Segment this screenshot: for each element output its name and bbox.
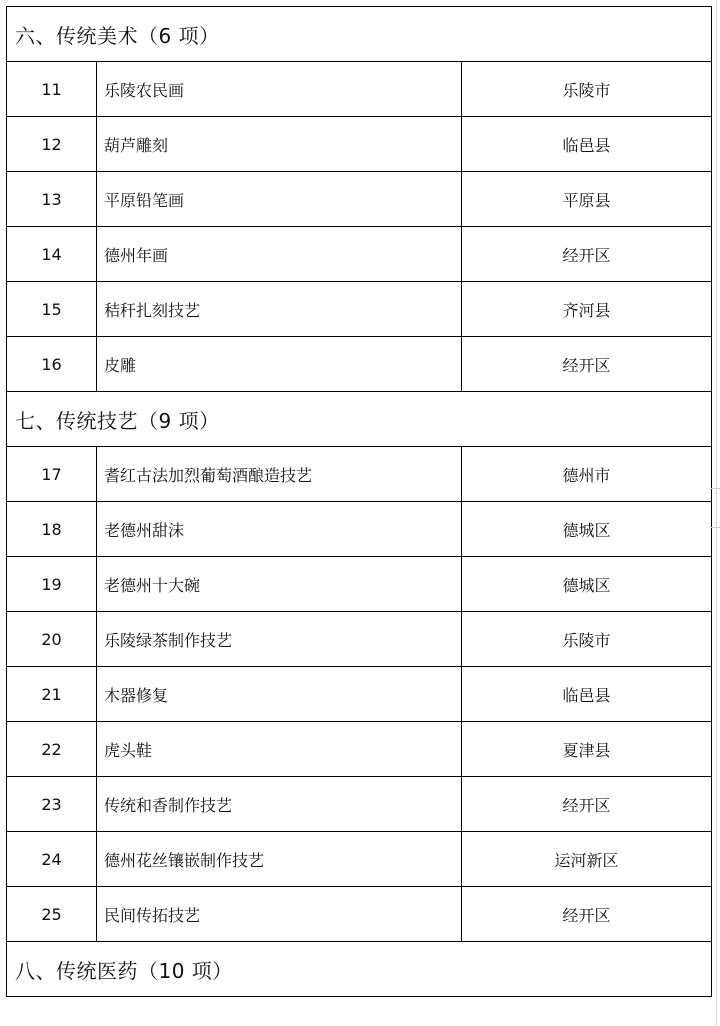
item-name-cell: 平原铅笔画 (97, 172, 462, 227)
section-heading: 七、传统技艺（9 项） (7, 392, 712, 447)
item-region-cell: 德城区 (462, 502, 712, 557)
section-heading-row (7, 7, 712, 62)
item-name-cell: 老德州十大碗 (97, 557, 462, 612)
item-name-cell: 葫芦雕刻 (97, 117, 462, 172)
item-region-cell: 乐陵市 (462, 62, 712, 117)
item-region-cell: 乐陵市 (462, 612, 712, 667)
table-body (7, 7, 712, 997)
item-number-cell: 15 (7, 282, 97, 337)
table-row (7, 777, 712, 832)
item-region-cell: 经开区 (462, 227, 712, 282)
table-row (7, 612, 712, 667)
item-number-cell: 17 (7, 447, 97, 502)
item-number-cell: 19 (7, 557, 97, 612)
item-number-cell: 16 (7, 337, 97, 392)
item-region-cell: 德州市 (462, 447, 712, 502)
table-row (7, 62, 712, 117)
item-number-cell: 23 (7, 777, 97, 832)
item-name-cell: 民间传拓技艺 (97, 887, 462, 942)
table-row (7, 337, 712, 392)
item-number-cell: 13 (7, 172, 97, 227)
item-number-cell: 21 (7, 667, 97, 722)
item-region-cell: 齐河县 (462, 282, 712, 337)
item-region-cell: 经开区 (462, 887, 712, 942)
item-number-cell: 24 (7, 832, 97, 887)
item-number-cell: 14 (7, 227, 97, 282)
item-region-cell: 临邑县 (462, 117, 712, 172)
item-region-cell: 夏津县 (462, 722, 712, 777)
item-name-cell: 传统和香制作技艺 (97, 777, 462, 832)
item-number-cell: 20 (7, 612, 97, 667)
section-heading-row (7, 942, 712, 997)
item-name-cell: 虎头鞋 (97, 722, 462, 777)
item-number-cell: 22 (7, 722, 97, 777)
item-name-cell: 秸秆扎刻技艺 (97, 282, 462, 337)
item-region-cell: 平原县 (462, 172, 712, 227)
item-number-cell: 11 (7, 62, 97, 117)
item-name-cell: 木器修复 (97, 667, 462, 722)
item-region-cell: 经开区 (462, 777, 712, 832)
item-number-cell: 18 (7, 502, 97, 557)
item-region-cell: 经开区 (462, 337, 712, 392)
table-row (7, 282, 712, 337)
item-name-cell: 耆红古法加烈葡萄酒酿造技艺 (97, 447, 462, 502)
table-row (7, 887, 712, 942)
heritage-list-table (6, 6, 712, 997)
item-name-cell: 老德州甜沫 (97, 502, 462, 557)
table-row (7, 557, 712, 612)
item-name-cell: 皮雕 (97, 337, 462, 392)
table-row (7, 502, 712, 557)
item-region-cell: 运河新区 (462, 832, 712, 887)
item-name-cell: 乐陵农民画 (97, 62, 462, 117)
table-row (7, 172, 712, 227)
page-edge-marker (711, 488, 720, 528)
table-row (7, 667, 712, 722)
table-row (7, 117, 712, 172)
item-region-cell: 德城区 (462, 557, 712, 612)
table-row (7, 722, 712, 777)
table-row (7, 227, 712, 282)
item-name-cell: 乐陵绿茶制作技艺 (97, 612, 462, 667)
table-row (7, 832, 712, 887)
item-region-cell: 临邑县 (462, 667, 712, 722)
section-heading: 八、传统医药（10 项） (7, 942, 712, 997)
item-number-cell: 25 (7, 887, 97, 942)
item-number-cell: 12 (7, 117, 97, 172)
section-heading-row (7, 392, 712, 447)
table-row (7, 447, 712, 502)
section-heading: 六、传统美术（6 项） (7, 7, 712, 62)
item-name-cell: 德州花丝镶嵌制作技艺 (97, 832, 462, 887)
item-name-cell: 德州年画 (97, 227, 462, 282)
